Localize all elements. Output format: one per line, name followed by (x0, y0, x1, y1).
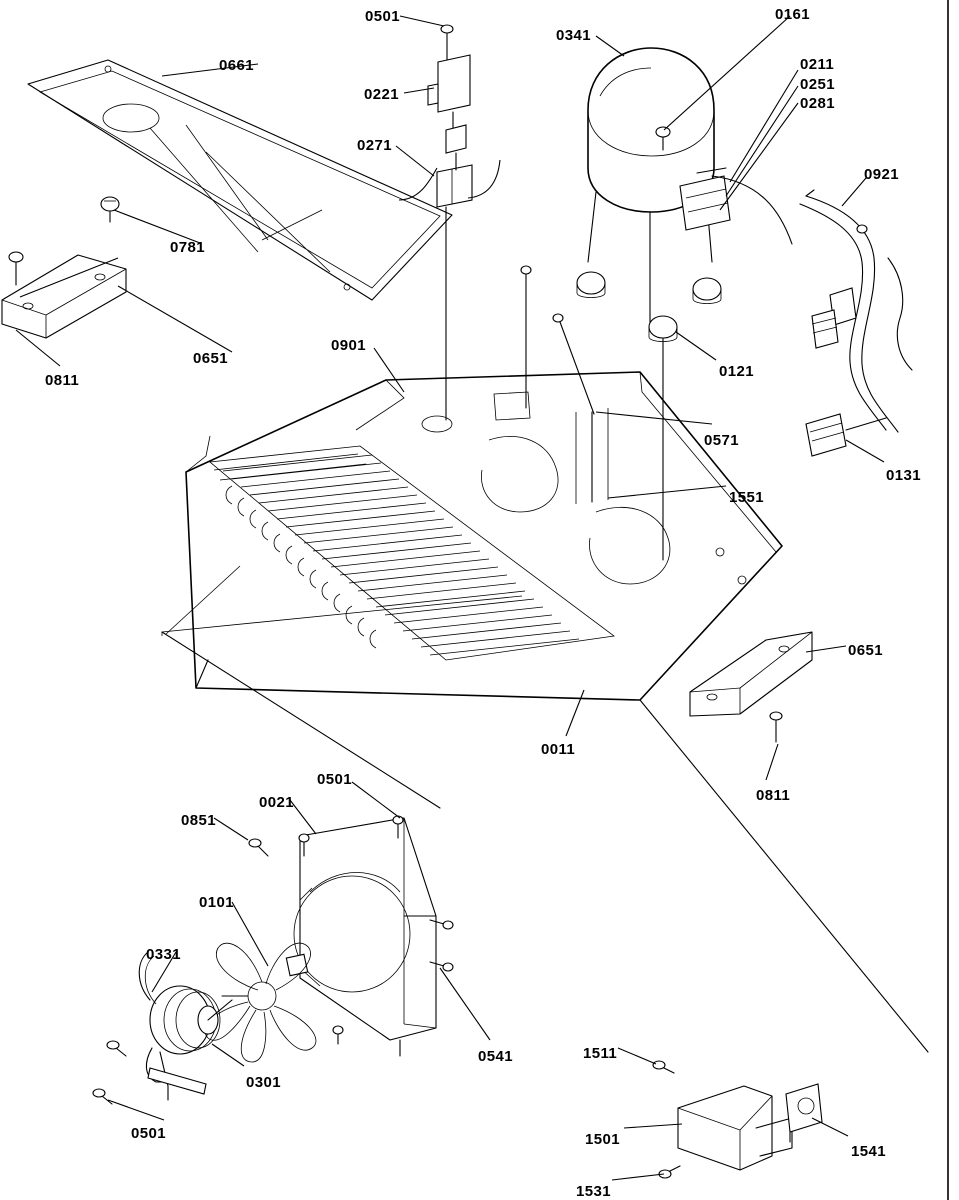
wire-harness-part (800, 190, 912, 456)
callout-0811-right: 0811 (756, 787, 791, 804)
callout-0811-left: 0811 (45, 372, 80, 389)
callout-0251: 0251 (800, 76, 835, 93)
callout-0501-top: 0501 (365, 8, 400, 25)
grommet-part (101, 197, 119, 222)
callout-0781: 0781 (170, 239, 205, 256)
compressor-screw-top (441, 25, 453, 62)
assembly-lines (521, 266, 663, 560)
callout-1511: 1511 (583, 1045, 618, 1062)
callout-0121: 0121 (719, 363, 754, 380)
callout-0131: 0131 (886, 467, 921, 484)
callout-0221: 0221 (364, 86, 399, 103)
fan-shroud-assembly (249, 816, 453, 1056)
condenser-fins (223, 455, 579, 655)
callout-1501: 1501 (585, 1131, 620, 1148)
left-rail-bracket-part (2, 252, 126, 338)
callout-0901: 0901 (331, 337, 366, 354)
callout-0331: 0331 (146, 946, 181, 963)
callout-0271: 0271 (357, 137, 392, 154)
callout-0851: 0851 (181, 812, 216, 829)
drain-bracket-part (653, 1061, 822, 1178)
callout-0541: 0541 (478, 1048, 513, 1065)
callout-0651-right: 0651 (848, 642, 883, 659)
callout-1541: 1541 (851, 1143, 886, 1160)
callout-0021: 0021 (259, 794, 294, 811)
callout-0161: 0161 (775, 6, 810, 23)
callout-0661: 0661 (219, 57, 254, 74)
callout-0921: 0921 (864, 166, 899, 183)
callout-0211: 0211 (800, 56, 835, 73)
callout-0651-left: 0651 (193, 350, 228, 367)
right-rail-bracket-part (690, 632, 812, 742)
compressor-part (577, 48, 792, 342)
callout-1551: 1551 (729, 489, 764, 506)
callout-0101: 0101 (199, 894, 234, 911)
callout-0301: 0301 (246, 1074, 281, 1091)
callout-0011: 0011 (541, 741, 576, 758)
base-pan-part (162, 372, 928, 1052)
callout-0281: 0281 (800, 95, 835, 112)
callout-0501-shroud: 0501 (317, 771, 352, 788)
callout-0571: 0571 (704, 432, 739, 449)
callout-1531: 1531 (576, 1183, 611, 1200)
callout-0341: 0341 (556, 27, 591, 44)
capacitor-bracket-part (399, 125, 500, 420)
callout-0501-motor: 0501 (131, 1125, 166, 1142)
